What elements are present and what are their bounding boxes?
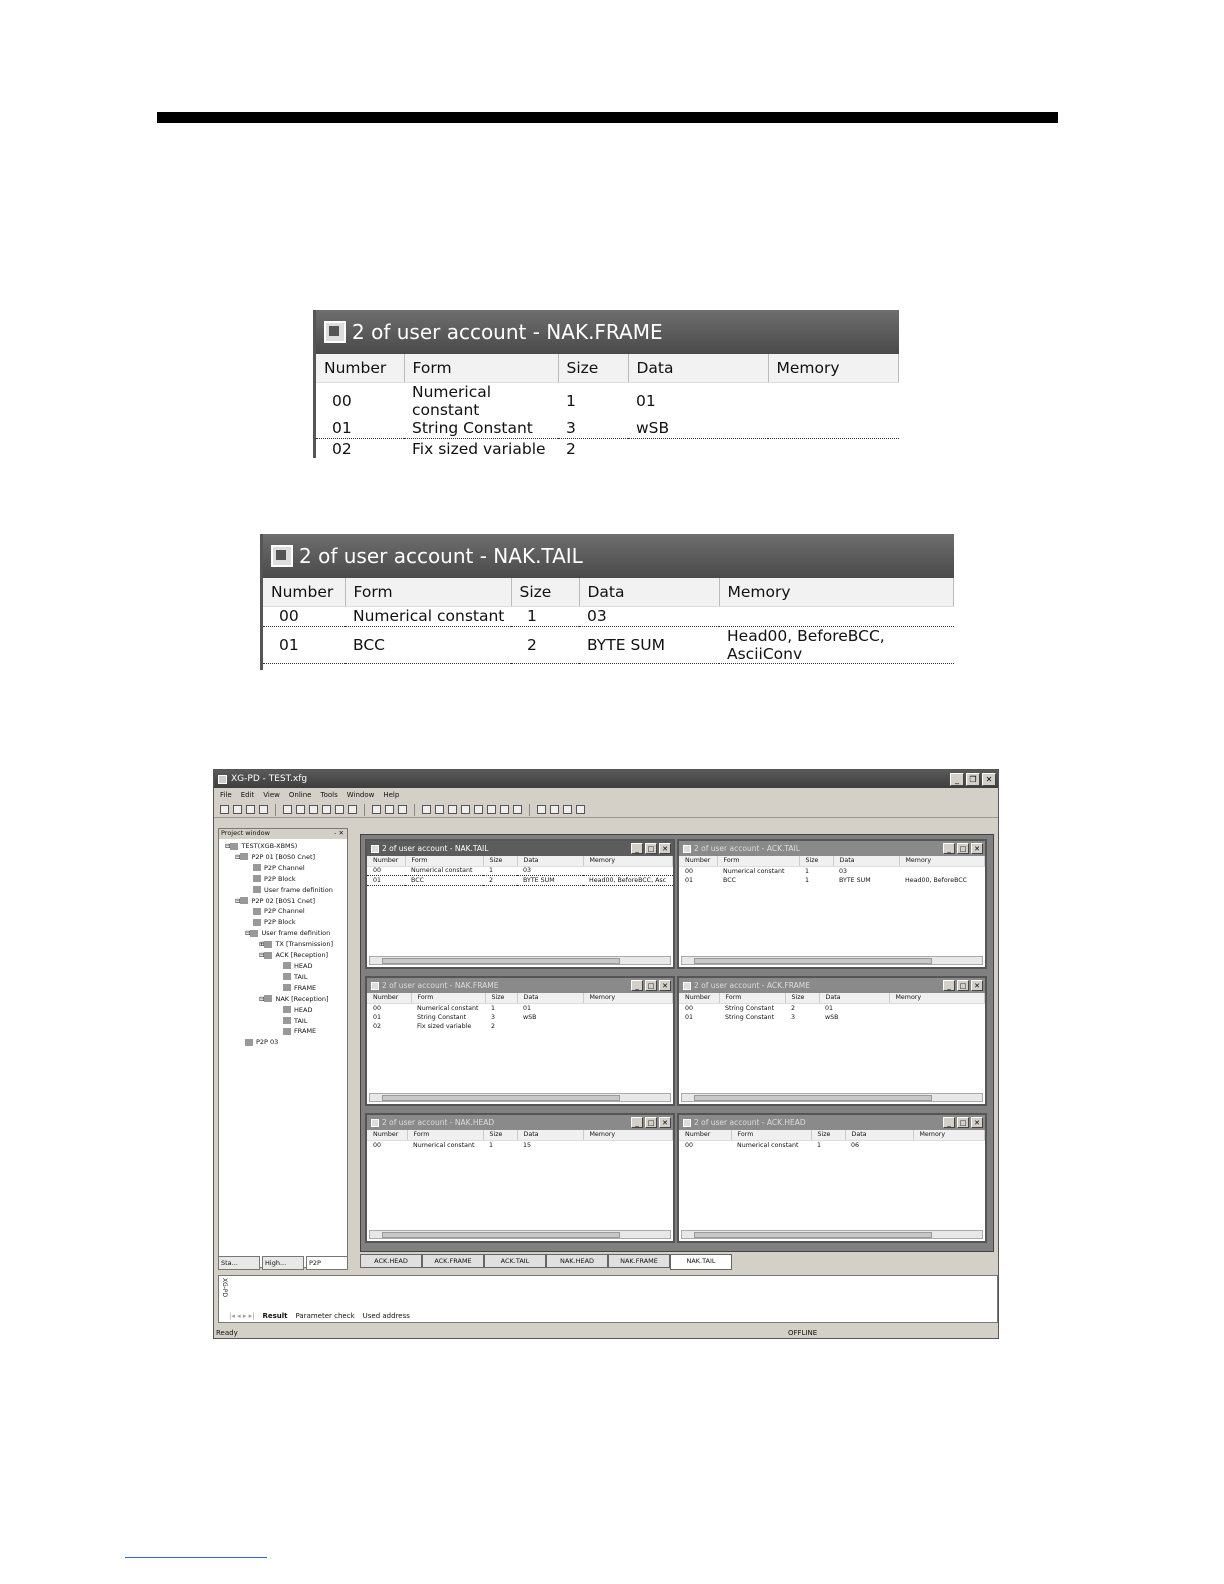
p2p-icon: [240, 853, 248, 860]
child-window-nak-head[interactable]: [365, 1113, 675, 1243]
tree-item[interactable]: HEAD: [219, 961, 347, 972]
status-ready: Ready: [216, 1329, 238, 1337]
tab-ack-head[interactable]: ACK.HEAD: [360, 1254, 422, 1268]
diagnose-icon[interactable]: [487, 805, 496, 814]
window-title: 2 of user account - NAK.FRAME: [352, 320, 663, 344]
tab-ack-frame[interactable]: ACK.FRAME: [422, 1254, 484, 1268]
tree-item[interactable]: ⊟ TEST(XGB-XBMS): [225, 842, 298, 850]
tile-horizontal-icon[interactable]: [550, 805, 559, 814]
child-window-nak-tail[interactable]: [365, 839, 675, 969]
menu-bar: [214, 788, 998, 802]
col-memory[interactable]: Memory: [719, 578, 954, 606]
status-bar: [214, 1327, 999, 1339]
child-table: Number Form Size Data Memory 00 String Constant 2 01 01 String Constant 3 wSB: [679, 993, 985, 1022]
child-titlebar: 2 of user account - ACK.HEAD _ □ ✕: [679, 1115, 985, 1130]
nak-frame-zoom: [313, 310, 899, 458]
window-title: 2 of user account - NAK.TAIL: [299, 544, 583, 568]
child-titlebar: 2 of user account - NAK.FRAME _ □ ✕: [367, 978, 673, 993]
window-titlebar: [263, 534, 954, 578]
redo-icon[interactable]: [296, 805, 305, 814]
window-icon: [371, 845, 379, 853]
download-icon[interactable]: [461, 805, 470, 814]
table-row[interactable]: 00 Numerical constant 1 03: [373, 867, 532, 875]
menu-window[interactable]: Window: [346, 791, 375, 799]
output-window: [218, 1275, 998, 1323]
col-number[interactable]: Number: [316, 354, 404, 382]
cut-icon[interactable]: [309, 805, 318, 814]
find-icon[interactable]: [372, 805, 381, 814]
upload-icon[interactable]: [448, 805, 457, 814]
horizontal-scrollbar[interactable]: [369, 956, 671, 965]
tab-parameter-check[interactable]: Parameter check: [295, 1312, 355, 1320]
window-icon: [683, 1119, 691, 1127]
horizontal-scrollbar[interactable]: [681, 1093, 983, 1102]
tree-item[interactable]: P2P Block: [219, 917, 347, 928]
app-title: XG-PD - TEST.xfg: [231, 774, 308, 784]
tree-item[interactable]: P2P 03: [219, 1037, 347, 1048]
table-row[interactable]: 00 Numerical constant 1 01: [373, 1004, 532, 1012]
maximize-button[interactable]: □: [957, 1117, 969, 1128]
save-icon[interactable]: [246, 805, 255, 814]
minimize-button[interactable]: _: [631, 843, 643, 854]
monitor-icon[interactable]: [474, 805, 483, 814]
close-button[interactable]: ✕: [659, 1117, 671, 1128]
col-number[interactable]: Number: [263, 578, 345, 606]
col-form[interactable]: Form: [345, 578, 511, 606]
col-memory[interactable]: Memory: [768, 354, 899, 382]
table-row[interactable]: 01 String Constant 3 wSB: [373, 1013, 537, 1021]
window-icon: [271, 545, 293, 567]
table-row[interactable]: 01 String Constant 3 wSB: [685, 1013, 839, 1021]
tab-nak-head[interactable]: NAK.HEAD: [546, 1254, 608, 1268]
tree-item[interactable]: TAIL: [219, 972, 347, 983]
tab-ack-tail[interactable]: ACK.TAIL: [484, 1254, 546, 1268]
header-rule: [157, 112, 1058, 123]
close-button[interactable]: ✕: [982, 773, 996, 786]
table-row[interactable]: 00 Numerical constant 1 06: [685, 1141, 860, 1149]
head-icon: [283, 1006, 291, 1013]
close-button[interactable]: ✕: [971, 843, 983, 854]
child-titlebar: 2 of user account - NAK.TAIL _ □ ✕: [367, 841, 673, 856]
menu-file[interactable]: File: [220, 791, 232, 799]
table-row-selected[interactable]: 01 BCC 2 BYTE SUM Head00, BeforeBCC, Asc: [367, 876, 673, 886]
maximize-button[interactable]: □: [645, 980, 657, 991]
child-table: Number Form Size Data Memory 00 Numerical constant 1 15: [367, 1130, 673, 1150]
table-row[interactable]: 00 String Constant 2 01: [685, 1004, 834, 1012]
tab-used-address[interactable]: Used address: [362, 1312, 410, 1320]
toolbar: [214, 802, 998, 818]
nak-tail-zoom: [260, 534, 954, 670]
tail-icon: [283, 973, 291, 980]
minimize-button[interactable]: _: [943, 980, 955, 991]
frame-icon: [283, 1028, 291, 1035]
copy-icon[interactable]: [322, 805, 331, 814]
table-row[interactable]: 00 Numerical constant 1 03: [279, 607, 607, 625]
table-row[interactable]: 00 Numerical constant 1 03: [685, 867, 848, 875]
connect-icon[interactable]: [422, 805, 431, 814]
print-icon[interactable]: [259, 805, 268, 814]
menu-help[interactable]: Help: [383, 791, 400, 799]
child-window-nak-frame[interactable]: [365, 976, 675, 1106]
tree-item[interactable]: HEAD: [219, 1005, 347, 1016]
minimize-button[interactable]: _: [943, 843, 955, 854]
project-tree: [219, 839, 347, 1048]
tab-standard[interactable]: Sta...: [218, 1256, 260, 1270]
toolbar-separator: [275, 804, 276, 816]
table-row-selected[interactable]: 02 Fix sized variable 2: [316, 439, 899, 459]
cascade-icon[interactable]: [537, 805, 546, 814]
menu-view[interactable]: View: [263, 791, 280, 799]
window-icon: [683, 845, 691, 853]
table-row[interactable]: 00 Numerical constant 1 15: [373, 1141, 532, 1149]
minimize-button[interactable]: _: [631, 1117, 643, 1128]
close-button[interactable]: ✕: [659, 843, 671, 854]
table-row[interactable]: 01 String Constant 3 wSB: [332, 419, 670, 438]
toolbar-separator: [364, 804, 365, 816]
window-icon: [324, 321, 346, 343]
minimize-button[interactable]: _: [943, 1117, 955, 1128]
tree-item[interactable]: FRAME: [219, 1026, 347, 1037]
close-button[interactable]: ✕: [659, 980, 671, 991]
window-icon: [371, 982, 379, 990]
tree-item[interactable]: ⊞ TX [Transmission]: [259, 940, 334, 949]
tx-icon: [264, 941, 272, 948]
tab-highspeed[interactable]: High...: [262, 1256, 304, 1270]
footer-line: [125, 1557, 267, 1558]
tree-item[interactable]: ⊟ P2P 01 [B0S0 Cnet]: [235, 852, 316, 861]
window-icon: [683, 982, 691, 990]
zoom-out-icon[interactable]: [398, 805, 407, 814]
frame-icon: [250, 930, 258, 937]
project-window: [218, 828, 348, 1268]
horizontal-scrollbar[interactable]: [681, 956, 983, 965]
tree-item[interactable]: P2P Channel: [219, 906, 347, 917]
tail-table: [263, 578, 954, 664]
col-size[interactable]: Size: [511, 578, 579, 606]
menu-edit[interactable]: Edit: [240, 791, 255, 799]
table-row[interactable]: 00 Numerical constant 1 01: [332, 382, 656, 419]
tree-item[interactable]: FRAME: [219, 983, 347, 994]
reset-icon[interactable]: [513, 805, 522, 814]
xgpd-window: [213, 769, 999, 1339]
child-window-ack-tail[interactable]: [677, 839, 987, 969]
app-titlebar: [214, 770, 998, 788]
child-table: Number Form Size Data Memory 00 Numerical constant 1 03 01 BCC 2 BYTE SUM Head00, BeforeBCC, Asc: [367, 856, 673, 886]
maximize-button[interactable]: □: [645, 843, 657, 854]
child-titlebar: 2 of user account - NAK.HEAD _ □ ✕: [367, 1115, 673, 1130]
table-row[interactable]: 01 BCC 1 BYTE SUM Head00, BeforeBCC: [685, 876, 968, 884]
col-data[interactable]: Data: [579, 578, 719, 606]
status-offline: OFFLINE: [788, 1329, 818, 1337]
tab-nak-frame[interactable]: NAK.FRAME: [608, 1254, 670, 1268]
toolbar-separator: [414, 804, 415, 816]
menu-online[interactable]: Online: [288, 791, 312, 799]
tree-item[interactable]: P2P Block: [219, 874, 347, 885]
zoom-in-icon[interactable]: [385, 805, 394, 814]
restore-button[interactable]: ❐: [966, 773, 980, 786]
output-label: XG-PD: [221, 1278, 228, 1298]
tile-vertical-icon[interactable]: [563, 805, 572, 814]
frame-icon: [253, 886, 261, 893]
child-table: Number Form Size Data Memory 00 Numerical constant 1 06: [679, 1130, 985, 1150]
document-tabs: [360, 1254, 732, 1270]
project-window-header: Project window - ✕: [219, 829, 347, 839]
minimize-button[interactable]: _: [950, 773, 964, 786]
tree-item[interactable]: ⊟ ACK [Reception]: [259, 951, 329, 960]
tab-p2p[interactable]: P2P: [306, 1256, 348, 1270]
horizontal-scrollbar[interactable]: [369, 1093, 671, 1102]
new-icon[interactable]: [220, 805, 229, 814]
tree-item[interactable]: TAIL: [219, 1016, 347, 1027]
app-icon: [218, 775, 227, 784]
channel-icon: [253, 908, 261, 915]
output-tabs: [229, 1312, 410, 1320]
tree-item[interactable]: ⊟ NAK [Reception]: [259, 994, 329, 1003]
window-icon: [371, 1119, 379, 1127]
open-icon[interactable]: [233, 805, 242, 814]
tree-item[interactable]: P2P Channel: [219, 863, 347, 874]
child-titlebar: 2 of user account - ACK.FRAME _ □ ✕: [679, 978, 985, 993]
tree-item[interactable]: User frame definition: [219, 885, 347, 896]
arrange-icon[interactable]: [576, 805, 585, 814]
child-table: Number Form Size Data Memory 00 Numerical constant 1 03 01 BCC 1 BYTE SUM Head00, BeforeBCC: [679, 856, 985, 885]
col-size[interactable]: Size: [558, 354, 628, 382]
maximize-button[interactable]: □: [957, 843, 969, 854]
channel-icon: [253, 864, 261, 871]
menu-tools[interactable]: Tools: [320, 791, 338, 799]
tab-result[interactable]: Result: [262, 1312, 288, 1320]
tree-item[interactable]: ⊟ P2P 02 [B0S1 Cnet]: [235, 896, 316, 905]
horizontal-scrollbar[interactable]: [681, 1230, 983, 1239]
block-icon: [253, 919, 261, 926]
tail-icon: [283, 1017, 291, 1024]
undo-icon[interactable]: [283, 805, 292, 814]
rx-icon: [264, 995, 272, 1002]
block-icon: [253, 875, 261, 882]
close-button[interactable]: ✕: [971, 980, 983, 991]
p2p-icon: [240, 897, 248, 904]
settings-icon[interactable]: [500, 805, 509, 814]
table-row-selected[interactable]: 01 BCC 2 BYTE SUM Head00, BeforeBCC, AsciiConv: [263, 626, 954, 663]
maximize-button[interactable]: □: [645, 1117, 657, 1128]
tab-nak-tail[interactable]: NAK.TAIL: [670, 1254, 732, 1270]
head-icon: [283, 962, 291, 969]
rx-icon: [264, 952, 272, 959]
project-tabs: [218, 1256, 348, 1270]
col-data[interactable]: Data: [628, 354, 768, 382]
child-titlebar: 2 of user account - ACK.TAIL _ □ ✕: [679, 841, 985, 856]
col-form[interactable]: Form: [404, 354, 558, 382]
horizontal-scrollbar[interactable]: [369, 1230, 671, 1239]
delete-icon[interactable]: [348, 805, 357, 814]
mdi-area: [360, 834, 994, 1252]
paste-icon[interactable]: [335, 805, 344, 814]
minimize-button[interactable]: _: [631, 980, 643, 991]
frame-icon: [283, 984, 291, 991]
nav-arrows-icon[interactable]: |◂ ◂ ▸ ▸|: [229, 1312, 255, 1320]
window-titlebar: [316, 310, 899, 354]
child-window-ack-head[interactable]: [677, 1113, 987, 1243]
child-table: Number Form Size Data Memory 00 Numerical constant 1 01 01 String Constant 3 wSB 02 Fix sized variable 2: [367, 993, 673, 1032]
plc-icon: [230, 843, 238, 850]
disconnect-icon[interactable]: [435, 805, 444, 814]
tree-item[interactable]: ⊟ User frame definition: [245, 929, 331, 938]
close-button[interactable]: ✕: [971, 1117, 983, 1128]
maximize-button[interactable]: □: [957, 980, 969, 991]
close-icon[interactable]: - ✕: [334, 829, 344, 837]
frame-table: [316, 354, 899, 458]
p2p-icon: [245, 1039, 253, 1046]
toolbar-separator: [529, 804, 530, 816]
table-row[interactable]: 02 Fix sized variable 2: [373, 1023, 496, 1031]
child-window-ack-frame[interactable]: [677, 976, 987, 1106]
